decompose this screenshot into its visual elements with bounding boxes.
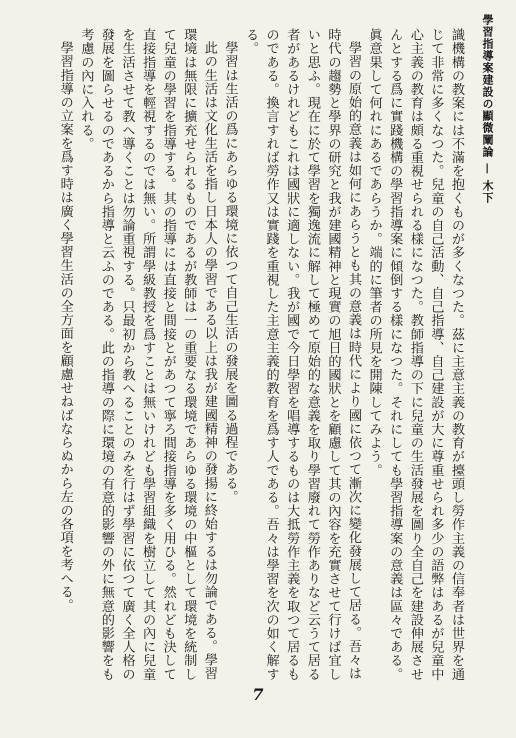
running-head-separator: — <box>481 162 494 175</box>
body-text <box>26 28 466 688</box>
running-head-title: 學習指導案建設の顯微闡論 <box>481 14 494 158</box>
paragraph: 此の生活は文化生活を指し日本人の學習である以上は我が建國精神の發揚に終始するは勿論である。學習環境は無限に擴充せられるものであるが教師は一の重要なる環境であらゆる環境の中樞として環境を統制して兒童の學習を指導する。其の指導には直接と間接とがあつて寧ろ間接指導を多く用ひる。然れども決して直接指導を輕視するのでは無い。所謂學級教授を爲すことは無いけれども學習組織を樹立して其の內に兒童を生活させて教へ導くことは勿論重視する。只最初から教へることのみを行はず學習に依つて廣く全人格の發展を圖らせるのであるから指導と云ふのである。此の指導の際に環境の有意的影響の外に無意的影響をも考慮の內に入れる。 <box>78 28 217 681</box>
paragraph: 學習の原始的意義は如何にあらうとも其の意義は時代により國に依つて漸次に變化發展して居る。吾々は時代の趨勢と學界の研究と我が建國精神と現實の旭日的國狀とを顧慮して其の內容を充實させて行けば宜しいと思ふ。現在に於て學習を獨逸流に解して極めて原始的な意義を取り學習廢れて勞作ありなど云うて居る者があるけれどもこれは國狀に適しない。我が國で今日學習を唱導するものは大抵勞作主義を取つて居るものである。換言すれば勞作又は實踐を重視した主意主義的教育を爲す人である。吾々は學習を次の如く解する。 <box>243 28 362 681</box>
paragraph: 學習は生活の爲にあらゆる環境に依つて自己生活の發展を圖る過程である。 <box>222 41 238 504</box>
page-number: 7 <box>252 685 264 704</box>
running-head-author: 木下 <box>481 179 494 204</box>
paragraph: 學習指導の立案を爲す時は廣く學習生活の全方面を顧慮せねばならぬから左の各項を考へる。 <box>57 41 73 613</box>
running-head <box>480 14 494 204</box>
paragraph: 識機構の教案には不滿を抱くものが多くなつた。茲に主意主義の教育が擡頭し勞作主義の信奉者は世界を通じて非常に多くなつた。兒童の自己活動、自己指導、自己建設が大に尊重せられ多少の語弊はあるが兒童中心主義の教育は頗る重視せられる樣になつた。教師指導の下に兒童の生活發展を圖り全自己を建設伸展させんとする爲に實踐機構の學習指導案に傾倒する樣になつた。それにしても學習指導案の意義は區々である。眞意果して何れにあるであらうか。端的に筆者の所見を開陳してみよう。 <box>366 28 464 681</box>
